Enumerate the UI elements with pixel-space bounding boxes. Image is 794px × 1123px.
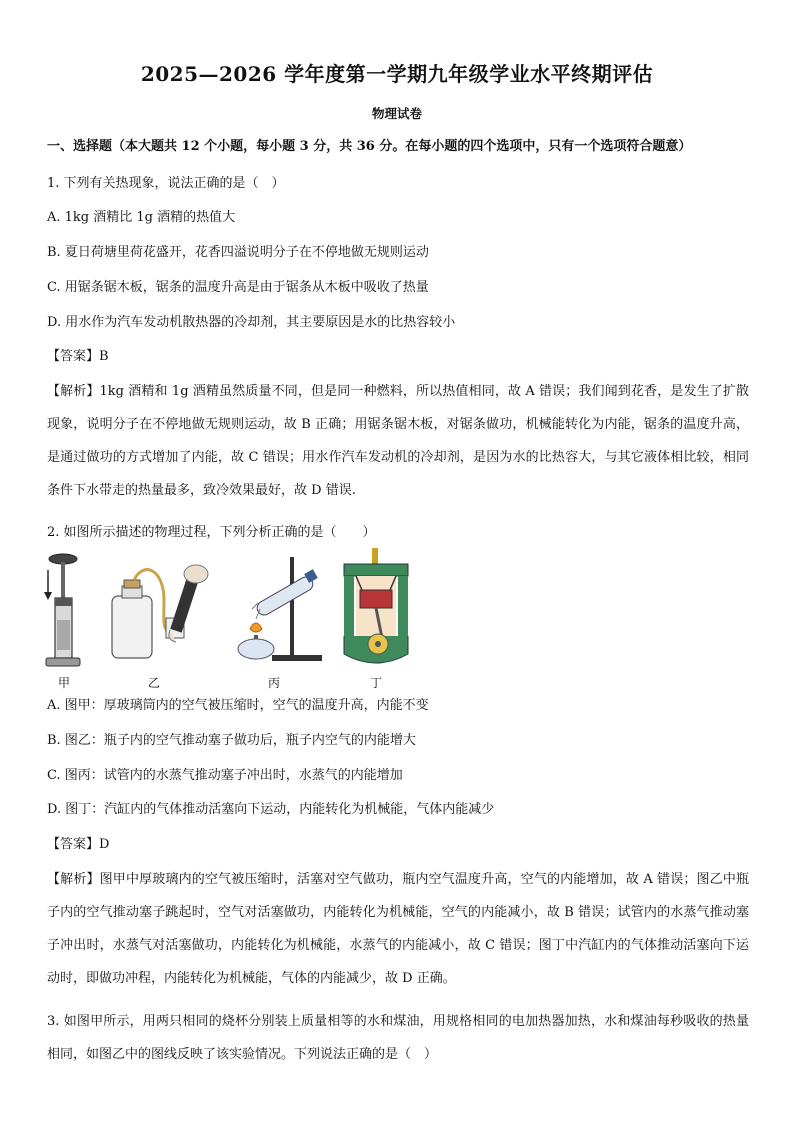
figure-ding-engine-cylinder	[338, 546, 414, 670]
figure-label-bing: 丙	[268, 676, 281, 690]
figure-yi-bottle-pump	[104, 560, 216, 668]
q2-analysis: 【解析】图甲中厚玻璃内的空气被压缩时，活塞对空气做功，瓶内空气温度升高，空气的内能增加，故 A 错误；图乙中瓶子内的空气推动塞子跳起时，空气对活塞做功，内能转化为机械能，空气的内能减小，故 B 错误；试管内的水蒸气推动塞子冲出时，水蒸气对活塞做功，内能转化为机械能，水蒸气的内能减小，故 C 错误；图丁中汽缸内的气体推动活塞向下运动时，即做功冲程，内能转化为机械能，气体的内能减少，故 D 正确。	[47, 872, 749, 986]
figure-bing-test-tube-burner	[232, 553, 328, 665]
q3-stem: 3. 如图甲所示，用两只相同的烧杯分别装上质量相等的水和煤油，用规格相同的电加热器加热，水和煤油每秒吸收的热量相同，如图乙中的图线反映了该实验情况。下列说法正确的是（ ）	[47, 1014, 749, 1062]
figure-label-jia: 甲	[58, 676, 71, 690]
q1-stem: 1. 下列有关热现象，说法正确的是（ ）	[47, 176, 285, 191]
page-title: 2025—2026 学年度第一学期九年级学业水平终期评估	[140, 62, 654, 86]
q1-option-d: D. 用水作为汽车发动机散热器的冷却剂，其主要原因是水的比热容较小	[47, 315, 456, 330]
q2-option-d: D. 图丁：汽缸内的气体推动活塞向下运动，内能转化为机械能，气体内能减少	[47, 802, 495, 817]
q2-stem: 2. 如图所示描述的物理过程，下列分析正确的是（ ）	[47, 525, 376, 540]
q1-answer: 【答案】B	[47, 349, 109, 364]
section-heading: 一、选择题（本大题共 12 个小题，每小题 3 分，共 36 分。在每小题的四个选项中，只有一个选项符合题意）	[47, 139, 692, 154]
q1-option-b: B. 夏日荷塘里荷花盛开，花香四溢说明分子在不停地做无规则运动	[47, 245, 429, 260]
page-subtitle: 物理试卷	[371, 106, 422, 121]
q1-option-a: A. 1kg 酒精比 1g 酒精的热值大	[47, 210, 236, 225]
figure-jia-compression-cylinder	[40, 550, 90, 672]
q2-answer: 【答案】D	[47, 837, 110, 852]
figure-label-yi: 乙	[148, 676, 161, 690]
q2-option-a: A. 图甲：厚玻璃筒内的空气被压缩时，空气的温度升高，内能不变	[47, 698, 429, 713]
q1-option-c: C. 用锯条锯木板，锯条的温度升高是由于锯条从木板中吸收了热量	[47, 280, 429, 295]
q1-analysis: 【解析】1kg 酒精和 1g 酒精虽然质量不同，但是同一种燃料，所以热值相同，故 A 错误；我们闻到花香，是发生了扩散现象，说明分子在不停地做无规则运动，故 B 正确；用锯条锯木板，对锯条做功，机械能转化为内能，锯条的温度升高，是通过做功的方式增加了内能，故 C 错误；用水作汽车发动机的冷却剂，是因为水的比热容大，与其它液体相比较，相同条件下水带走的热量最多，致冷效果最好，故 D 错误.	[47, 384, 749, 498]
q2-option-c: C. 图丙：试管内的水蒸气推动塞子冲出时，水蒸气的内能增加	[47, 768, 403, 783]
figure-label-ding: 丁	[370, 676, 383, 690]
q2-option-b: B. 图乙：瓶子内的空气推动塞子做功后，瓶子内空气的内能增大	[47, 733, 416, 748]
